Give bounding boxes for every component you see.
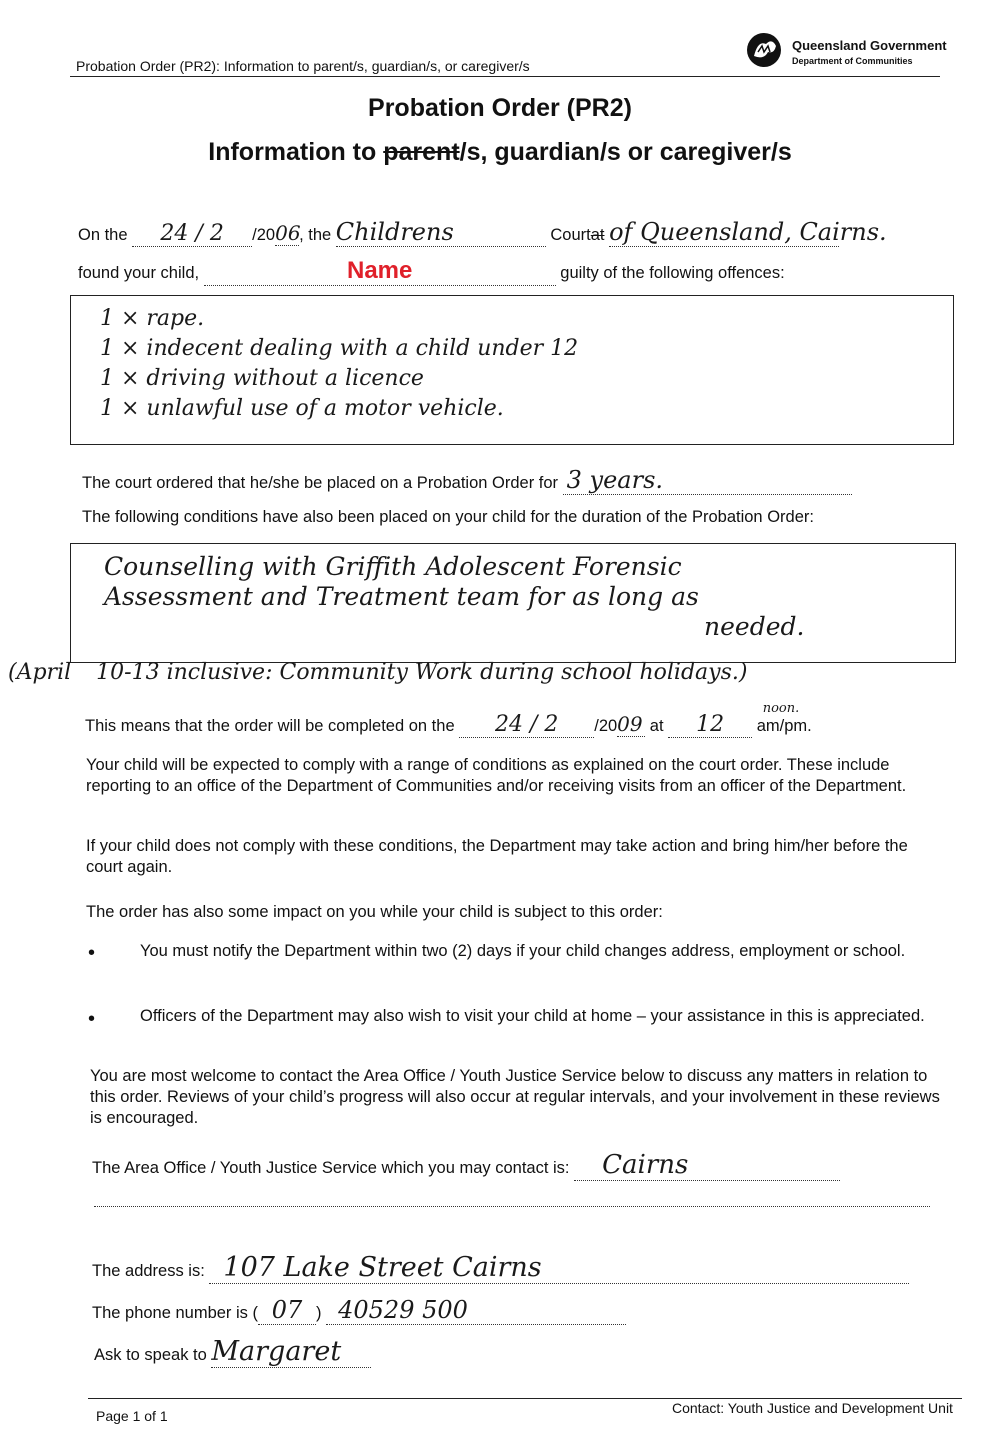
speak-field[interactable]: Margaret bbox=[211, 1336, 371, 1368]
order-date-field[interactable] bbox=[132, 221, 252, 247]
child-name: Name bbox=[346, 257, 413, 284]
paragraph-noncompliance: If your child does not comply with these conditions, the Department may take action and bring him/her before the court again. bbox=[86, 837, 908, 876]
footer-rule bbox=[88, 1398, 962, 1399]
phone-line: The phone number is ( 07 ) 40529 500 bbox=[92, 1296, 626, 1325]
address-line bbox=[92, 1252, 909, 1284]
address-label: The address is: bbox=[92, 1262, 205, 1280]
order-month: 2 bbox=[209, 221, 224, 246]
completion-month: 2 bbox=[544, 712, 559, 737]
found-label: found your child, bbox=[78, 264, 200, 282]
probation-line bbox=[82, 466, 852, 495]
office-extra-line[interactable] bbox=[94, 1190, 930, 1207]
conditions-list bbox=[104, 552, 804, 642]
bullet-notify: You must notify the Department within two (2) days if your child changes address, employment or school. bbox=[140, 942, 906, 960]
completion-year-suffix[interactable]: 09 bbox=[617, 712, 645, 737]
extra-condition-text: 10-13 inclusive: Community Work during school holidays.) bbox=[96, 660, 748, 685]
the-label: , the bbox=[299, 226, 332, 244]
speak-line bbox=[94, 1336, 371, 1368]
noon-note: noon. bbox=[762, 701, 800, 716]
bullet-visit: Officers of the Department may also wish to visit your child at home – your assistance in this is appreciated. bbox=[140, 1007, 925, 1025]
page-number: Page 1 of 1 bbox=[96, 1408, 168, 1424]
order-year-prefix: 20 bbox=[256, 226, 276, 244]
office-label: The Area Office / Youth Justice Service which you may contact is: bbox=[92, 1159, 570, 1177]
on-the-label: On the bbox=[78, 226, 128, 244]
running-title: Probation Order (PR2): Information to parent/s, guardian/s, or caregiver/s bbox=[76, 58, 530, 74]
title-line1: Probation Order (PR2) bbox=[368, 94, 632, 122]
found-line bbox=[78, 257, 785, 286]
title-rest: /s, guardian/s or caregiver/s bbox=[459, 138, 792, 166]
title-info: Information to bbox=[208, 138, 384, 166]
phone-area-field[interactable]: 07 bbox=[258, 1296, 316, 1325]
completion-label: This means that the order will be completed on the bbox=[85, 717, 455, 735]
bullet-icon: • bbox=[88, 942, 96, 964]
logo-line1: Queensland Government bbox=[792, 38, 947, 53]
court-at-struck: at bbox=[590, 226, 605, 244]
phone-label: The phone number is bbox=[92, 1304, 248, 1322]
condition-line: Counselling with Griffith Adolescent Forensic bbox=[104, 552, 682, 581]
logo-line2: Department of Communities bbox=[792, 56, 913, 66]
offences-list bbox=[100, 304, 578, 424]
address-field[interactable]: 107 Lake Street Cairns bbox=[209, 1252, 909, 1284]
child-name-field[interactable] bbox=[204, 257, 556, 286]
ampm-wrap bbox=[756, 701, 812, 735]
ampm-label: am/pm. bbox=[756, 717, 812, 735]
offence-item: 1 × indecent dealing with a child under 12 bbox=[100, 336, 579, 361]
completion-line bbox=[85, 701, 812, 738]
probation-label: The court ordered that he/she be placed on a Probation Order for bbox=[82, 474, 559, 492]
condition-line: Assessment and Treatment team for as long as bbox=[104, 582, 699, 611]
government-logo bbox=[744, 30, 788, 75]
order-year-suffix[interactable]: 06 bbox=[275, 221, 301, 245]
queensland-crest-icon bbox=[744, 30, 788, 70]
extra-condition bbox=[8, 660, 747, 685]
completion-sep2: / bbox=[594, 717, 599, 735]
court-name-field[interactable]: Childrens bbox=[336, 218, 546, 247]
footer-contact: Contact: Youth Justice and Development Unit bbox=[672, 1400, 953, 1416]
found-suffix: guilty of the following offences: bbox=[560, 264, 785, 282]
court-label: Court bbox=[550, 226, 591, 244]
extra-condition-prefix: (April bbox=[8, 660, 72, 685]
bullet-icon: • bbox=[88, 1008, 96, 1030]
court-line bbox=[78, 218, 887, 247]
office-field[interactable]: Cairns bbox=[574, 1150, 840, 1181]
completion-date-field[interactable] bbox=[459, 712, 594, 738]
order-day: 24 bbox=[160, 221, 189, 246]
at-label: at bbox=[649, 717, 664, 735]
offence-item: 1 × unlawful use of a motor vehicle. bbox=[100, 396, 504, 421]
paragraph-conditions: Your child will be expected to comply with a range of conditions as explained on the court order. These include reporting to an office of the Department of Communities and/or receiving visits from an officer of the Department. bbox=[86, 756, 907, 795]
completion-sep1: / bbox=[530, 712, 538, 737]
condition-line: needed. bbox=[704, 612, 805, 641]
speak-label: Ask to speak to bbox=[94, 1346, 207, 1364]
offence-item: 1 × driving without a licence bbox=[100, 366, 424, 391]
order-sep2: / bbox=[252, 226, 257, 244]
probation-duration-field[interactable]: 3 years. bbox=[563, 466, 852, 495]
order-sep1: / bbox=[195, 221, 203, 246]
title-line2 bbox=[0, 138, 1000, 167]
conditions-intro: The following conditions have also been placed on your child for the duration of the Probation Order: bbox=[82, 508, 814, 526]
title-struck-parent: parent bbox=[383, 138, 460, 166]
completion-time-field[interactable]: 12 bbox=[668, 712, 752, 738]
paragraph-impact: The order has also some impact on you while your child is subject to this order: bbox=[86, 903, 663, 921]
office-line bbox=[92, 1150, 840, 1181]
offence-item: 1 × rape. bbox=[100, 306, 205, 331]
paragraph-contact: You are most welcome to contact the Area Office / Youth Justice Service below to discuss any matters in relation to this order. Reviews of your child’s progress will also occur at regular intervals, and your involvement in these reviews is encouraged. bbox=[90, 1067, 940, 1127]
court-location-field[interactable]: of Queensland, Cairns. bbox=[609, 218, 887, 246]
phone-number-field[interactable]: 40529 500 bbox=[326, 1296, 626, 1325]
completion-year-prefix: 20 bbox=[598, 717, 618, 735]
completion-day: 24 bbox=[495, 712, 523, 737]
header-rule bbox=[70, 76, 940, 77]
